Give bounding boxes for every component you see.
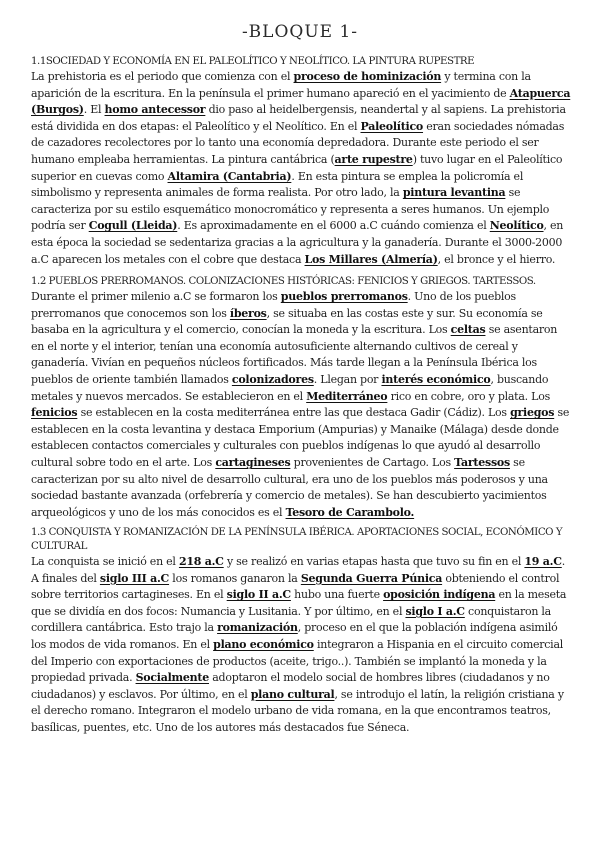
body-text: , el bronce y el hierro. (437, 252, 556, 266)
section-body (31, 289, 571, 521)
body-text: provenientes de Cartago. Los (290, 455, 455, 469)
body-text: , se situaba en las costas este y sur. Su economía se basaba en la agricultura y el comercio, conocían la moneda y la escritura. Los (31, 306, 543, 337)
body-text: . En esta pintura se emplea la policromía el simbolismo y representa animales de forma realista. Por otro lado, la (31, 169, 524, 200)
body-text: , buscando metales y nuevos mercados. Se establecieron en el (31, 372, 549, 403)
body-text: ) tuvo lugar en el Paleolítico superior en cuevas como (31, 152, 563, 183)
key-term: proceso de hominización (293, 70, 442, 83)
key-term: homo antecessor (104, 103, 206, 117)
body-text: se establecen en la costa levantina y destaca Emporium (Ampurias) y Manaike (Málaga) desde donde establecen contactos comerciales y culturales con pueblos indígenas lo que ayudó al desarrollo cultural sobre todo en el arte. Los (31, 406, 570, 469)
key-term: cartagineses (215, 455, 291, 469)
body-text: . El (83, 103, 105, 117)
body-text: . A finales del (31, 555, 566, 585)
key-term: griegos (510, 406, 555, 420)
key-term: siglo III a.C (99, 571, 170, 585)
key-term: Paleolítico (360, 119, 424, 133)
key-term: Tartessos (454, 455, 510, 469)
key-term: Neolítico (489, 219, 544, 233)
body-text: , proceso en el que la población indígena asimiló los modos de vida romanos. En el (31, 621, 558, 651)
body-text: eran sociedades nómadas de cazadores recolectores por lo tanto una economía depredadora. Durante este periodo el ser humano empleaba herramientas. La pintura cantábrica ( (31, 119, 565, 166)
key-term: Altamira (Cantabria) (167, 169, 292, 183)
key-term: romanización (217, 621, 298, 635)
key-term: colonizadores (231, 372, 314, 386)
key-term: Los Millares (Almería) (304, 252, 438, 266)
body-text: . Llegan por (313, 372, 382, 386)
section-body (31, 69, 571, 268)
body-text: Durante el primer milenio a.C se formaron los (31, 290, 281, 303)
body-text: integraron a Hispania en el circuito comercial del Imperio con exportaciones de productos (aceite, trigo..). También se implantó la moneda y la propiedad privada. (31, 637, 564, 685)
body-text: se caracterizan por su alto nivel de desarrollo cultural, era uno de los pueblos más poderosos y una sociedad bastante avanzada (orfebrería y comercio de metales). Se han descubierto yacimientos arqueológicos y uno de los más conocidos es el (31, 455, 548, 519)
key-term: Cogull (Lleida) (88, 219, 178, 233)
body-text: adoptaron el modelo social de hombres libres (ciudadanos y no ciudadanos) y esclavos. Por último, en el (31, 671, 550, 701)
key-term: Segunda Guerra Púnica (300, 571, 443, 585)
body-text: La conquista se inició en el (31, 555, 179, 568)
key-term: plano económico (213, 637, 314, 651)
body-text: hubo una fuerte (290, 588, 384, 602)
key-term: plano cultural (250, 687, 335, 701)
key-term: Tesoro de Carambolo. (285, 505, 415, 519)
key-term: pintura levantina (402, 186, 506, 200)
key-term: Mediterráneo (306, 389, 388, 403)
section-body (31, 554, 571, 737)
body-text: rico en cobre, oro y plata. Los (387, 389, 550, 403)
body-text: los romanos ganaron la (169, 571, 301, 585)
body-text: y termina con la aparición de la escritura. En la península el primer humano apareció en el yacimiento de (31, 70, 531, 100)
section-conquista-romanizacion (31, 526, 571, 737)
key-term: pueblos prerromanos (280, 290, 408, 303)
body-text: se establecen en la costa mediterránea entre las que destaca Gadir (Cádiz). Los (77, 406, 511, 420)
body-text: La prehistoria es el periodo que comienza con el (31, 70, 294, 83)
key-term: interés económico (381, 372, 491, 386)
key-term: Socialmente (135, 671, 209, 685)
body-text: , se introdujo el latín, la religión cristiana y el derecho romano. Integraron el modelo urbano de vida romana, en la que encontramos teatros, basílicas, puentes, etc. Uno de los autores más destacados fue Séneca. (31, 687, 564, 734)
body-text: obteniendo el control sobre territorios cartagineses. En el (31, 571, 560, 602)
section-pueblos-prerromanos (31, 275, 571, 521)
body-text: . Uno de los pueblos prerromanos que conocemos son los (31, 290, 516, 320)
body-text: y se realizó en varias etapas hasta que tuvo su fin en el (223, 555, 525, 568)
body-text: se caracteriza por su estilo esquemático monocromático y representa a seres humanos. Un ejemplo podría ser (31, 186, 550, 233)
key-term: íberos (229, 306, 267, 320)
page-title: -BLOQUE 1- (241, 22, 359, 42)
key-term: 218 a.C (178, 555, 224, 568)
key-term: arte rupestre (334, 152, 413, 166)
body-text: . Es aproximadamente en el 6000 a.C cuándo comienza el (177, 219, 490, 233)
section-paleolitico-neolitico (31, 55, 571, 268)
body-text: se asentaron en el norte y el interior, tenían una economía autosuficiente alternando cultivos de cereal y ganadería. Vivían en pequeños núcleos fortificados. Más tarde llegan a la Península Ibérica los pueblos de oriente también llamados (31, 323, 558, 386)
body-text: conquistaron la cordillera cantábrica. Esto trajo la (31, 604, 551, 635)
key-term: fenicios (31, 406, 78, 420)
key-term: celtas (450, 323, 486, 337)
key-term: Atapuerca (Burgos) (31, 86, 571, 117)
body-text: en la meseta que se dividía en dos focos: Numancia y Lusitania. Y por último, en el (31, 588, 567, 618)
key-term: oposición indígena (383, 588, 496, 602)
key-term: siglo II a.C (226, 588, 291, 602)
section-heading: 1.2 PUEBLOS PRERROMANOS. COLONIZACIONES HISTÓRICAS: FENICIOS Y GRIEGOS. TARTESSOS. (31, 276, 536, 287)
key-term: 19 a.C (524, 555, 562, 568)
section-heading: 1.1SOCIEDAD Y ECONOMÍA EN EL PALEOLÍTICO Y NEOLÍTICO. LA PINTURA RUPESTRE (31, 56, 475, 67)
section-heading: 1.3 CONQUISTA Y ROMANIZACIÓN DE LA PENÍNSULA IBÉRICA. APORTACIONES SOCIAL, ECONÓMICO Y CULTURAL (31, 527, 563, 552)
body-text: , en esta época la sociedad se sedentariza gracias a la agricultura y la ganadería. Durante el 3000-2000 a.C aparecen los metales con el cobre que destaca (31, 219, 564, 266)
body-text: dio paso al heidelbergensis, neandertal y al sapiens. La prehistoria está dividida en dos etapas: el Paleolítico y el Neolítico. En el (31, 103, 566, 133)
key-term: siglo I a.C (405, 604, 465, 618)
